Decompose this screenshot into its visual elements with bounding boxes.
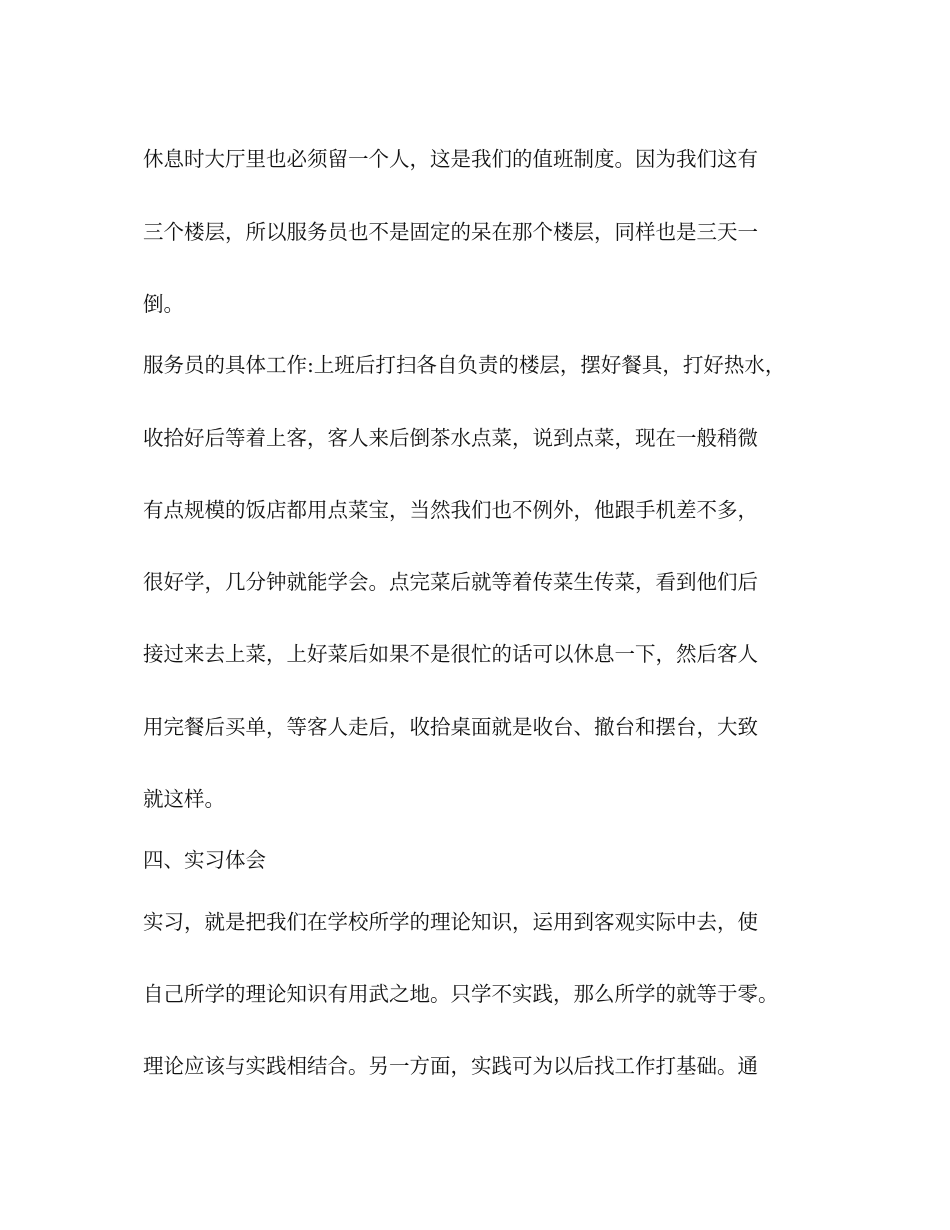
text-line: 实习，就是把我们在学校所学的理论知识，运用到客观实际中去，使 [143,910,758,934]
text-line: 接过来去上菜，上好菜后如果不是很忙的话可以休息一下，然后客人 [143,642,758,666]
section-heading: 四、实习体会 [143,848,266,872]
text-line: 有点规模的饭店都用点菜宝，当然我们也不例外，他跟手机差不多， [143,498,758,522]
text-line: 很好学，几分钟就能学会。点完菜后就等着传菜生传菜，看到他们后 [143,570,758,594]
text-line: 理论应该与实践相结合。另一方面，实践可为以后找工作打基础。通 [143,1054,758,1078]
text-line: 服务员的具体工作:上班后打扫各自负责的楼层，摆好餐具，打好热水， [143,353,786,377]
text-line: 三个楼层，所以服务员也不是固定的呆在那个楼层，同样也是三天一 [143,220,758,244]
text-line: 倒。 [143,292,184,316]
text-line: 休息时大厅里也必须留一个人，这是我们的值班制度。因为我们这有 [143,147,758,171]
text-line: 收拾好后等着上客，客人来后倒茶水点菜，说到点菜，现在一般稍微 [143,426,758,450]
text-line: 用完餐后买单，等客人走后，收拾桌面就是收台、撤台和摆台，大致 [143,715,758,739]
text-line: 自己所学的理论知识有用武之地。只学不实践，那么所学的就等于零。 [143,982,779,1006]
text-line: 就这样。 [143,787,225,811]
